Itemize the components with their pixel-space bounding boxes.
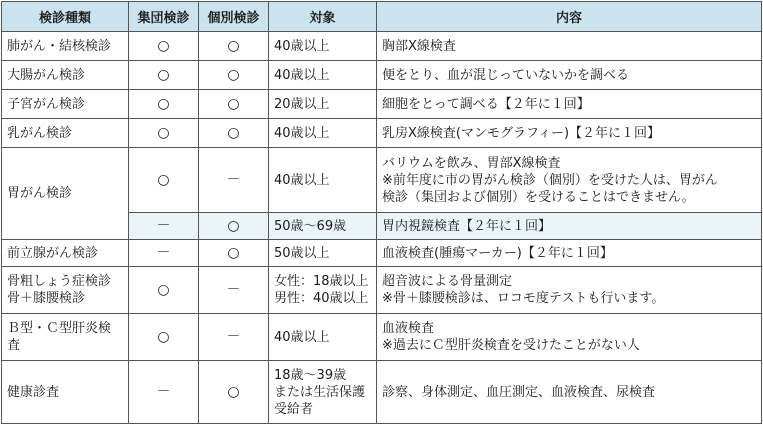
- header-content: 内容: [377, 2, 762, 32]
- table-row: [2, 267, 762, 314]
- header-target: 対象: [269, 2, 377, 32]
- content-cell: [377, 314, 762, 361]
- type-cell: 大腸がん検診: [2, 61, 129, 90]
- individual-mark: ○: [199, 61, 269, 90]
- individual-mark: －: [199, 314, 269, 361]
- table-row: [2, 32, 762, 61]
- table-row: [2, 314, 762, 361]
- target-cell: [269, 267, 377, 314]
- group-mark: ○: [129, 267, 199, 314]
- header-group: 集団検診: [129, 2, 199, 32]
- content-line: ※前年度に市の胃がん検診（個別）を受けた人は、胃がん: [382, 172, 718, 188]
- header-row: [2, 2, 762, 32]
- table-row: [2, 61, 762, 90]
- table-row: [2, 240, 762, 267]
- group-mark: ○: [129, 32, 199, 61]
- content-line: ※骨＋膝腰検診は、ロコモ度テストも行います。: [382, 291, 665, 306]
- individual-mark: ○: [199, 119, 269, 148]
- individual-mark: ○: [199, 213, 269, 240]
- individual-mark: ○: [199, 240, 269, 267]
- table-row: [2, 361, 762, 424]
- type-cell: Ｂ型・Ｃ型肝炎検査: [2, 314, 129, 361]
- group-mark: －: [129, 213, 199, 240]
- header-type: 検診種類: [2, 2, 129, 32]
- target-cell: [269, 361, 377, 424]
- group-mark: ○: [129, 119, 199, 148]
- screening-table: [1, 1, 762, 424]
- group-mark: ○: [129, 314, 199, 361]
- group-mark: －: [129, 240, 199, 267]
- content-line: 超音波による骨量測定: [382, 274, 513, 289]
- type-cell: 胃がん検診: [2, 148, 129, 240]
- individual-mark: －: [199, 267, 269, 314]
- type-cell: 乳がん検診: [2, 119, 129, 148]
- group-mark: －: [129, 361, 199, 424]
- table-row: [2, 119, 762, 148]
- type-line: 骨粗しょう症検診: [7, 274, 112, 289]
- group-mark: ○: [129, 148, 199, 213]
- content-cell: [377, 148, 762, 213]
- content-cell: 便をとり、血が混じっていないかを調べる: [377, 61, 762, 90]
- target-cell: 50歳～69歳: [269, 213, 377, 240]
- content-cell: 胃内視鏡検査【２年に１回】: [377, 213, 762, 240]
- content-cell: 胸部X線検査: [377, 32, 762, 61]
- target-line: 女性：18歳以上: [274, 274, 369, 289]
- type-cell: [2, 267, 129, 314]
- target-cell: 20歳以上: [269, 90, 377, 119]
- content-line: バリウムを飲み、胃部X線検査: [382, 155, 561, 171]
- target-line: 18歳～39歳: [274, 367, 347, 383]
- content-line: ※過去にＣ型肝炎検査を受けたことがない人: [382, 338, 640, 353]
- target-line: または生活保護: [274, 384, 366, 400]
- content-cell: 乳房X線検査(マンモグラフィー)【２年に１回】: [377, 119, 762, 148]
- target-line: 受給者: [274, 401, 314, 417]
- individual-mark: －: [199, 148, 269, 213]
- individual-mark: ○: [199, 32, 269, 61]
- group-mark: ○: [129, 61, 199, 90]
- target-line: 男性：40歳以上: [274, 291, 369, 306]
- individual-mark: ○: [199, 361, 269, 424]
- individual-mark: ○: [199, 90, 269, 119]
- content-cell: 細胞をとって調べる【２年に１回】: [377, 90, 762, 119]
- group-mark: ○: [129, 90, 199, 119]
- content-line: 検診（集団および個別）を受けることはできません。: [382, 189, 695, 205]
- target-cell: 40歳以上: [269, 32, 377, 61]
- type-cell: 前立腺がん検診: [2, 240, 129, 267]
- table-row: [2, 90, 762, 119]
- target-cell: 40歳以上: [269, 314, 377, 361]
- target-cell: 40歳以上: [269, 148, 377, 213]
- content-cell: 血液検査(腫瘍マーカー)【２年に１回】: [377, 240, 762, 267]
- header-individual: 個別検診: [199, 2, 269, 32]
- target-cell: 50歳以上: [269, 240, 377, 267]
- type-cell: 子宮がん検診: [2, 90, 129, 119]
- type-cell: 健康診査: [2, 361, 129, 424]
- type-cell: 肺がん・結核検診: [2, 32, 129, 61]
- type-line: 骨＋膝腰検診: [7, 291, 86, 306]
- table-row: [2, 148, 762, 213]
- content-cell: 診察、身体測定、血圧測定、血液検査、尿検査: [377, 361, 762, 424]
- content-cell: [377, 267, 762, 314]
- target-cell: 40歳以上: [269, 61, 377, 90]
- target-cell: 40歳以上: [269, 119, 377, 148]
- content-line: 血液検査: [382, 321, 435, 336]
